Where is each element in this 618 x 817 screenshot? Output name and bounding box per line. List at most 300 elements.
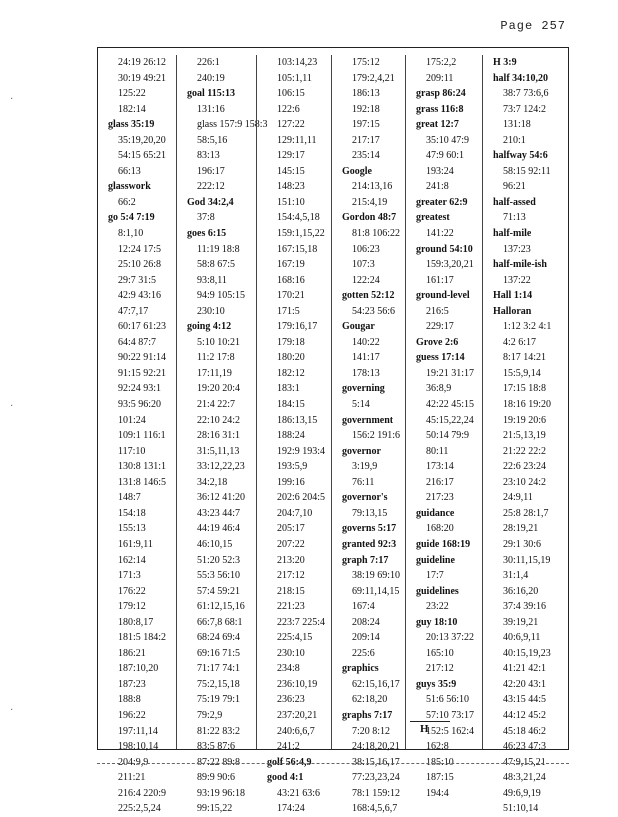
- index-reference: 216:5: [426, 305, 449, 317]
- index-reference: 209:11: [426, 72, 454, 84]
- index-reference: 216:4 220:9: [118, 787, 167, 799]
- index-reference: 93:5 96:20: [118, 399, 162, 411]
- index-reference: 44:19 46:4: [197, 523, 241, 535]
- index-reference: 23:22: [426, 601, 449, 613]
- index-reference: 235:14: [352, 150, 380, 162]
- index-reference: 96:21: [503, 181, 526, 193]
- index-reference: 171:5: [277, 305, 300, 317]
- index-reference: 21:5,13,19: [503, 430, 546, 442]
- page-number: Page 257: [500, 19, 566, 33]
- index-term: granted 92:3: [342, 538, 397, 550]
- index-term: Grove 2:6: [416, 336, 459, 348]
- index-reference: 21:4 22:7: [197, 399, 236, 411]
- index-reference: 101:24: [118, 414, 146, 426]
- index-term: half-mile: [493, 228, 532, 240]
- index-reference: 17:7: [426, 570, 444, 582]
- index-reference: 57:10 73:17: [426, 709, 475, 721]
- index-reference: 51:6 56:10: [426, 694, 470, 706]
- index-reference: 47:9 60:1: [426, 150, 465, 162]
- index-reference: 178:13: [352, 367, 380, 379]
- index-reference: 197:11,14: [118, 725, 158, 737]
- index-reference: 94:9 105:15: [197, 290, 246, 302]
- index-reference: 39:19,21: [503, 616, 539, 628]
- index-reference: 4:2 6:17: [503, 336, 537, 348]
- index-term: graphs 7:17: [342, 709, 393, 721]
- section-header: H: [420, 723, 429, 735]
- index-reference: 11:2 17:8: [197, 352, 235, 364]
- index-reference: 37:4 39:16: [503, 601, 547, 613]
- index-reference: 19:20 20:4: [197, 383, 241, 395]
- index-reference: 45:18 46:2: [503, 725, 547, 737]
- index-reference: 58:15 92:11: [503, 165, 551, 177]
- index-reference: 5:10 10:21: [197, 336, 241, 348]
- index-reference: 3:19,9: [352, 461, 378, 473]
- index-reference: 18:16 19:20: [503, 399, 552, 411]
- index-reference: 188:8: [118, 694, 141, 706]
- index-reference: 208:24: [352, 616, 380, 628]
- index-term: half 34:10,20: [493, 72, 548, 84]
- index-reference: 8:1,10: [118, 228, 144, 240]
- index-term: going 4:12: [187, 321, 232, 333]
- index-reference: 216:17: [426, 476, 454, 488]
- index-reference: 79:2,9: [197, 709, 223, 721]
- index-reference: 8:17 14:21: [503, 352, 547, 364]
- index-reference: 83:5 87:6: [197, 741, 236, 753]
- index-term: glasswork: [108, 181, 151, 193]
- index-term: guidelines: [416, 585, 459, 597]
- index-term: Hall 1:14: [493, 290, 533, 302]
- index-reference: 140:22: [352, 336, 380, 348]
- index-term: ground 54:10: [416, 243, 473, 255]
- index-reference: 43:15 44:5: [503, 694, 547, 706]
- index-term: grasp 86:24: [416, 88, 466, 100]
- index-reference: 187:15: [426, 772, 454, 784]
- index-reference: 179:12: [118, 601, 146, 613]
- index-reference: 57:4 59:21: [197, 585, 241, 597]
- index-term: grass 116:8: [416, 103, 464, 115]
- index-reference: 75:2,15,18: [197, 678, 240, 690]
- index-term: Halloran: [493, 305, 532, 317]
- index-reference: 180:20: [277, 352, 305, 364]
- index-reference: 131:8 146:5: [118, 476, 167, 488]
- index-reference: 225:2,5,24: [118, 803, 161, 815]
- index-term: goes 6:15: [187, 228, 227, 240]
- index-reference: 183:1: [277, 383, 300, 395]
- index-reference: 167:19: [277, 259, 305, 271]
- index-reference: 17:11,19: [197, 367, 232, 379]
- index-reference: 197:15: [352, 119, 380, 131]
- index-reference: 179:2,4,21: [352, 72, 395, 84]
- index-column: [98, 55, 176, 815]
- index-reference: 161:9,11: [118, 538, 153, 550]
- index-reference: 48:3,21,24: [503, 772, 546, 784]
- index-reference: 187:10,20: [118, 663, 159, 675]
- section-rule: [410, 721, 450, 722]
- index-reference: 37:8: [197, 212, 215, 224]
- index-reference: glass 157:9 158:3: [197, 119, 268, 131]
- index-reference: 217:12: [277, 570, 305, 582]
- index-term: goal 115:13: [187, 88, 236, 100]
- index-reference: 38:19 69:10: [352, 570, 401, 582]
- index-reference: 240:6,6,7: [277, 725, 315, 737]
- index-reference: 35:10 47:9: [426, 134, 470, 146]
- index-reference: 47:9,15,21: [503, 756, 546, 768]
- index-reference: 29:1 30:6: [503, 538, 542, 550]
- index-reference: 69:11,14,15: [352, 585, 400, 597]
- index-reference: 109:1 116:1: [118, 430, 166, 442]
- index-reference: 202:6 204:5: [277, 492, 326, 504]
- index-reference: 11:19 18:8: [197, 243, 240, 255]
- index-term: guys 35:9: [416, 678, 457, 690]
- index-term: God 34:2,4: [187, 196, 234, 208]
- index-reference: 173:14: [426, 461, 454, 473]
- index-term: guidance: [416, 507, 455, 519]
- index-reference: 19:21 31:17: [426, 367, 475, 379]
- index-reference: 175:12: [352, 57, 380, 68]
- index-reference: 31:1,4: [503, 570, 529, 582]
- index-reference: 148:7: [118, 492, 141, 504]
- index-reference: 47:7,17: [118, 305, 149, 317]
- index-reference: 103:14,23: [277, 57, 318, 68]
- index-reference: 226:1: [197, 57, 220, 68]
- index-reference: 62:18,20: [352, 694, 388, 706]
- index-term: greater 62:9: [416, 196, 468, 208]
- index-reference: 91:15 92:21: [118, 367, 167, 379]
- index-reference: 43:23 44:7: [197, 507, 241, 519]
- index-reference: 22:6 23:24: [503, 461, 547, 473]
- index-reference: 152:5 162:4: [426, 725, 475, 737]
- index-reference: 241:8: [426, 181, 449, 193]
- index-reference: 90:22 91:14: [118, 352, 167, 364]
- index-reference: 168:20: [426, 523, 454, 535]
- index-term: guy 18:10: [416, 616, 458, 628]
- index-reference: 179:16,17: [277, 321, 318, 333]
- index-reference: 159:1,15,22: [277, 228, 325, 240]
- index-reference: 187:23: [118, 678, 146, 690]
- index-reference: 162:14: [118, 554, 146, 566]
- index-reference: 162:8: [426, 741, 449, 753]
- index-reference: 217:12: [426, 663, 454, 675]
- index-reference: 174:24: [277, 803, 305, 815]
- index-reference: 182:14: [118, 103, 146, 115]
- index-reference: 30:11,15,19: [503, 554, 551, 566]
- margin-tick: ·: [10, 705, 14, 716]
- index-reference: 66:7,8 68:1: [197, 616, 243, 628]
- index-reference: 168:4,5,6,7: [352, 803, 398, 815]
- index-reference: 225:4,15: [277, 632, 313, 644]
- index-reference: 205:17: [277, 523, 305, 535]
- index-term: governor's: [342, 492, 388, 504]
- index-reference: 89:9 90:6: [197, 772, 236, 784]
- index-reference: 20:13 37:22: [426, 632, 475, 644]
- index-reference: 155:13: [118, 523, 146, 535]
- index-term: glass 35:19: [108, 119, 155, 131]
- index-reference: 19:19 20:6: [503, 414, 547, 426]
- index-term: halfway 54:6: [493, 150, 548, 162]
- index-reference: 34:2,18: [197, 476, 228, 488]
- index-reference: 15:5,9,14: [503, 367, 541, 379]
- index-reference: 230:10: [277, 647, 305, 659]
- index-reference: 30:19 49:21: [118, 72, 167, 84]
- index-reference: 188:24: [277, 430, 305, 442]
- index-reference: 209:14: [352, 632, 380, 644]
- index-reference: 159:3,20,21: [426, 259, 474, 271]
- index-term: guide 168:19: [416, 538, 471, 550]
- index-term: go 5:4 7:19: [108, 212, 155, 224]
- index-reference: 236:10,19: [277, 678, 318, 690]
- index-reference: 51:20 52:3: [197, 554, 241, 566]
- index-reference: 68:24 69:4: [197, 632, 241, 644]
- index-reference: 217:17: [352, 134, 380, 146]
- index-reference: 58:5,16: [197, 134, 228, 146]
- index-reference: 211:21: [118, 772, 146, 784]
- index-reference: 137:23: [503, 243, 531, 255]
- index-term: H 3:9: [493, 57, 517, 68]
- index-reference: 196:17: [197, 165, 225, 177]
- index-reference: 131:16: [197, 103, 225, 115]
- index-reference: 145:15: [277, 165, 305, 177]
- index-reference: 167:15,18: [277, 243, 318, 255]
- index-reference: 80:11: [426, 445, 449, 457]
- index-reference: 240:19: [197, 72, 225, 84]
- index-reference: 76:11: [352, 476, 375, 488]
- index-column: [405, 55, 483, 799]
- index-reference: 184:15: [277, 399, 305, 411]
- index-reference: 186:21: [118, 647, 146, 659]
- index-reference: 44:12 45:2: [503, 709, 547, 721]
- index-reference: 36:16,20: [503, 585, 539, 597]
- index-reference: 148:23: [277, 181, 305, 193]
- index-term: government: [342, 414, 394, 426]
- index-reference: 168:16: [277, 274, 305, 286]
- index-reference: 58:8 67:5: [197, 259, 236, 271]
- index-reference: 186:13,15: [277, 414, 318, 426]
- index-reference: 237:20,21: [277, 709, 318, 721]
- index-term: half-mile-ish: [493, 259, 547, 271]
- index-reference: 24:18,20,21: [352, 741, 400, 753]
- index-reference: 38:15,16,17: [352, 756, 400, 768]
- index-reference: 78:1 159:12: [352, 787, 401, 799]
- margin-tick: ·: [10, 94, 14, 105]
- index-reference: 217:23: [426, 492, 454, 504]
- index-reference: 107:3: [352, 259, 375, 271]
- index-reference: 54:23 56:6: [352, 305, 396, 317]
- index-reference: 87:22 89:8: [197, 756, 241, 768]
- index-term: graph 7:17: [342, 554, 389, 566]
- index-term: Google: [342, 165, 372, 177]
- index-reference: 161:17: [426, 274, 454, 286]
- index-reference: 71:17 74:1: [197, 663, 241, 675]
- index-term: governing: [342, 383, 385, 395]
- index-reference: 122:6: [277, 103, 300, 115]
- index-reference: 17:15 18:8: [503, 383, 547, 395]
- index-reference: 31:5,11,13: [197, 445, 240, 457]
- index-reference: 46:10,15: [197, 538, 233, 550]
- index-reference: 29:7 31:5: [118, 274, 157, 286]
- index-reference: 73:7 124:2: [503, 103, 547, 115]
- index-column: [331, 55, 406, 815]
- index-reference: 25:10 26:8: [118, 259, 162, 271]
- index-reference: 229:17: [426, 321, 454, 333]
- index-term: greatest: [416, 212, 450, 224]
- index-reference: 28:19,21: [503, 523, 539, 535]
- index-reference: 198:10,14: [118, 741, 159, 753]
- index-reference: 175:2,2: [426, 57, 457, 68]
- index-reference: 141:17: [352, 352, 380, 364]
- index-reference: 41:21 42:1: [503, 663, 547, 675]
- index-reference: 170:21: [277, 290, 305, 302]
- index-reference: 196:22: [118, 709, 146, 721]
- index-reference: 40:6,9,11: [503, 632, 541, 644]
- index-reference: 129:17: [277, 150, 305, 162]
- index-reference: 60:17 61:23: [118, 321, 167, 333]
- index-reference: 66:13: [118, 165, 141, 177]
- index-term: gotten 52:12: [342, 290, 395, 302]
- index-reference: 176:22: [118, 585, 146, 597]
- index-reference: 49:6,9,19: [503, 787, 541, 799]
- index-reference: 210:1: [503, 134, 526, 146]
- index-term: ground-level: [416, 290, 470, 302]
- index-reference: 75:19 79:1: [197, 694, 241, 706]
- index-reference: 130:8 131:1: [118, 461, 167, 473]
- index-reference: 214:13,16: [352, 181, 393, 193]
- index-reference: 64:4 87:7: [118, 336, 157, 348]
- index-reference: 24:9,11: [503, 492, 533, 504]
- index-reference: 241:2: [277, 741, 300, 753]
- index-reference: 46:23 47:3: [503, 741, 547, 753]
- index-reference: 43:21 63:6: [277, 787, 321, 799]
- index-table: [97, 47, 569, 815]
- index-reference: 204:7,10: [277, 507, 313, 519]
- index-reference: 50:14 79:9: [426, 430, 470, 442]
- index-reference: 137:22: [503, 274, 531, 286]
- index-reference: 23:10 24:2: [503, 476, 547, 488]
- index-term: guess 17:14: [416, 352, 465, 364]
- index-reference: 186:13: [352, 88, 380, 100]
- index-reference: 25:8 28:1,7: [503, 507, 549, 519]
- index-reference: 182:12: [277, 367, 305, 379]
- index-reference: 21:22 22:2: [503, 445, 547, 457]
- index-reference: 180:8,17: [118, 616, 154, 628]
- index-reference: 99:15,22: [197, 803, 233, 815]
- index-reference: 185:10: [426, 756, 454, 768]
- index-reference: 141:22: [426, 228, 454, 240]
- index-reference: 105:1,11: [277, 72, 312, 84]
- bottom-rule: [97, 763, 569, 764]
- index-reference: 218:15: [277, 585, 305, 597]
- index-reference: 24:19 26:12: [118, 57, 167, 68]
- index-term: graphics: [342, 663, 379, 675]
- index-reference: 127:22: [277, 119, 305, 131]
- index-reference: 171:3: [118, 570, 141, 582]
- index-term: Gougar: [342, 321, 375, 333]
- index-reference: 234:8: [277, 663, 300, 675]
- index-reference: 131:18: [503, 119, 531, 131]
- index-reference: 230:10: [197, 305, 225, 317]
- index-reference: 129:11,11: [277, 134, 317, 146]
- index-reference: 225:6: [352, 647, 375, 659]
- index-term: guideline: [416, 554, 455, 566]
- index-reference: 192:9 193:4: [277, 445, 326, 457]
- index-reference: 223:7 225:4: [277, 616, 326, 628]
- index-reference: 154:18: [118, 507, 146, 519]
- index-reference: 179:18: [277, 336, 305, 348]
- index-reference: 106:15: [277, 88, 305, 100]
- index-column: [176, 55, 268, 815]
- index-term: governor: [342, 445, 381, 457]
- index-reference: 222:12: [197, 181, 225, 193]
- index-reference: 35:19,20,20: [118, 134, 166, 146]
- index-term: great 12:7: [416, 119, 459, 131]
- index-reference: 165:10: [426, 647, 454, 659]
- index-reference: 204:9,9: [118, 756, 149, 768]
- index-reference: 181:5 184:2: [118, 632, 167, 644]
- index-reference: 77:23,23,24: [352, 772, 400, 784]
- index-reference: 81:8 106:22: [352, 228, 401, 240]
- index-reference: 54:15 65:21: [118, 150, 167, 162]
- index-reference: 207:22: [277, 538, 305, 550]
- index-reference: 192:18: [352, 103, 380, 115]
- index-reference: 33:12,22,23: [197, 461, 245, 473]
- margin-tick: ·: [10, 401, 14, 412]
- index-reference: 79:13,15: [352, 507, 388, 519]
- index-reference: 7:20 8:12: [352, 725, 391, 737]
- index-reference: 69:16 71:5: [197, 647, 241, 659]
- index-reference: 45:15,22,24: [426, 414, 474, 426]
- index-reference: 83:13: [197, 150, 220, 162]
- index-reference: 71:13: [503, 212, 526, 224]
- index-reference: 12:24 17:5: [118, 243, 162, 255]
- index-reference: 125:22: [118, 88, 146, 100]
- index-reference: 66:2: [118, 196, 136, 208]
- index-reference: 22:10 24:2: [197, 414, 241, 426]
- index-term: half-assed: [493, 196, 536, 208]
- index-reference: 92:24 93:1: [118, 383, 162, 395]
- index-term: golf 56:4,9: [267, 756, 312, 768]
- index-reference: 122:24: [352, 274, 380, 286]
- index-reference: 5:14: [352, 399, 370, 411]
- index-reference: 62:15,16,17: [352, 678, 400, 690]
- index-reference: 61:12,15,16: [197, 601, 245, 613]
- index-reference: 42:20 43:1: [503, 678, 547, 690]
- index-reference: 193:24: [426, 165, 454, 177]
- index-reference: 1:12 3:2 4:1: [503, 321, 552, 333]
- index-reference: 151:10: [277, 196, 305, 208]
- index-reference: 36:12 41:20: [197, 492, 246, 504]
- index-reference: 117:10: [118, 445, 146, 457]
- index-reference: 199:16: [277, 476, 305, 488]
- index-reference: 55:3 56:10: [197, 570, 241, 582]
- index-reference: 193:5,9: [277, 461, 308, 473]
- index-reference: 215:4,19: [352, 196, 388, 208]
- index-reference: 28:16 31:1: [197, 430, 241, 442]
- index-reference: 81:22 83:2: [197, 725, 241, 737]
- index-reference: 156:2 191:6: [352, 430, 401, 442]
- index-reference: 38:7 73:6,6: [503, 88, 549, 100]
- index-reference: 36:8,9: [426, 383, 452, 395]
- index-reference: 106:23: [352, 243, 380, 255]
- index-column: [256, 55, 332, 815]
- index-term: governs 5:17: [342, 523, 397, 535]
- index-reference: 51:10,14: [503, 803, 539, 815]
- index-reference: 236:23: [277, 694, 305, 706]
- index-reference: 42:22 45:15: [426, 399, 475, 411]
- index-reference: 42:9 43:16: [118, 290, 162, 302]
- index-term: good 4:1: [267, 772, 304, 784]
- index-column: [482, 55, 571, 815]
- index-reference: 213:20: [277, 554, 305, 566]
- index-reference: 93:8,11: [197, 274, 227, 286]
